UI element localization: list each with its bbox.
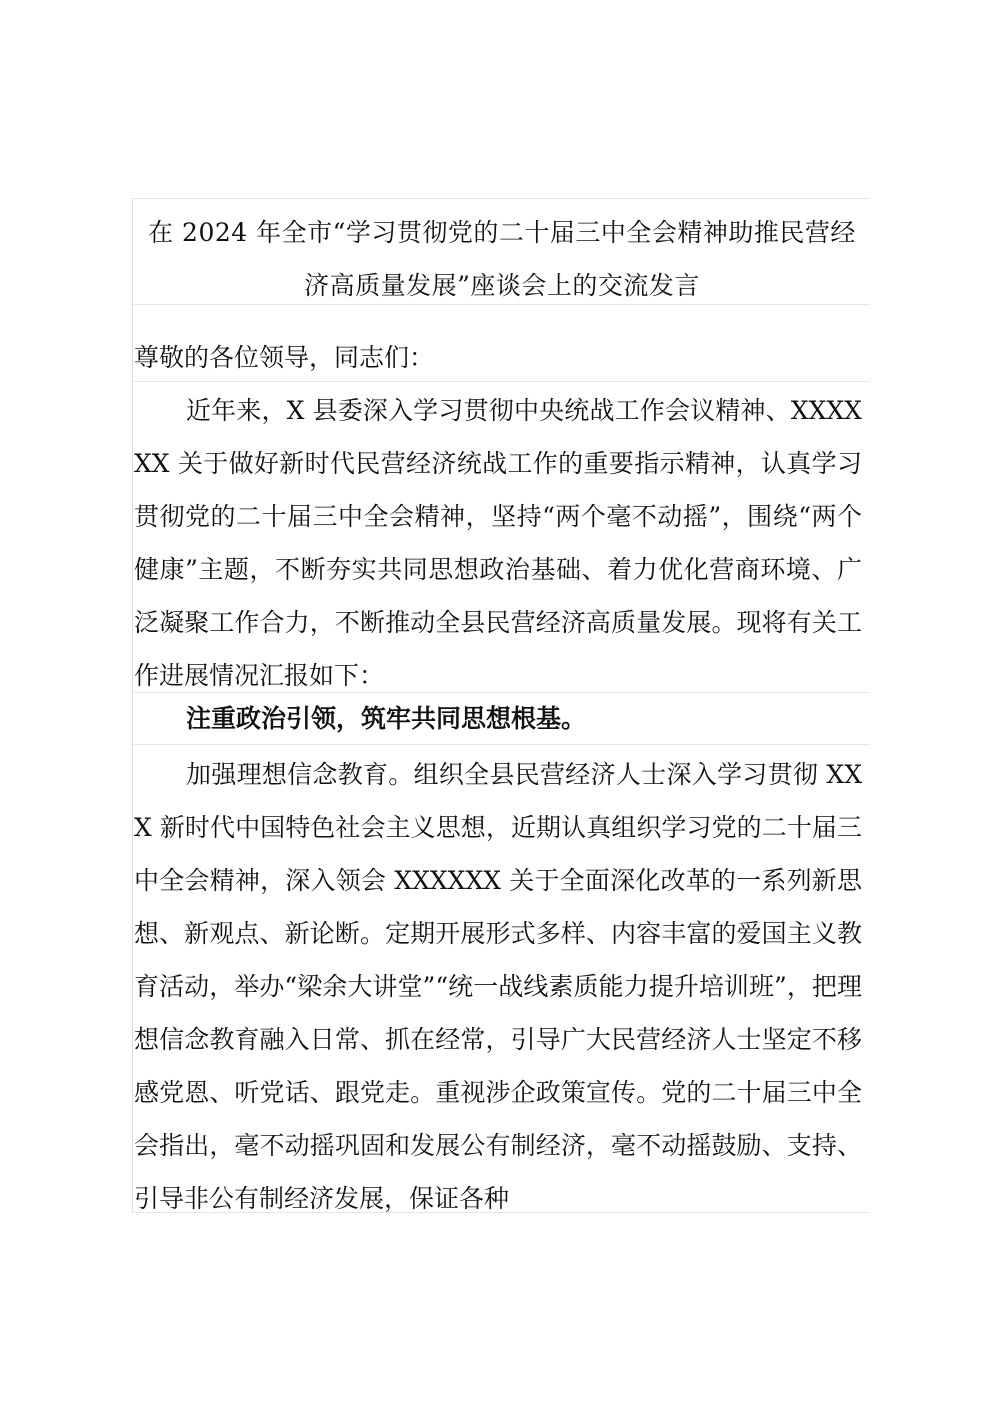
body-paragraph-education: 加强理想信念教育。组织全县民营经济人士深入学习贯彻 XXX 新时代中国特色社会主义思想，近期认真组织学习党的二十届三中全会精神，深入领会 XXXXXX 关于全面深化改革的一系列新思想、新观点、新论断。定期开展形式多样、内容丰富的爱国主义教育活动，举办“梁余大讲堂”“统一战线素质能力提升培训班”，把理想信念教育融入日常、抓在经常，引导广大民营经济人士坚定不移感党恩、听党话、跟党走。重视涉企政策宣传。党的二十届三中全会指出，毫不动摇巩固和发展公有制经济，毫不动摇鼓励、支持、引导非公有制经济发展，保证各种 xyxy=(134,760,862,1213)
body-paragraph-intro: 近年来，X 县委深入学习贯彻中央统战工作会议精神、XXXXXX 关于做好新时代民营经济统战工作的重要指示精神，认真学习贯彻党的二十届三中全会精神，坚持“两个毫不动摇”，围绕“两个健康”主题，不断夯实共同思想政治基础、着力优化营商环境、广泛凝聚工作合力，不断推动全县民营经济高质量发展。现将有关工作进展情况汇报如下： xyxy=(134,396,862,690)
salutation: 尊敬的各位领导，同志们： xyxy=(134,343,435,372)
title-line-1: 在 2024 年全市“学习贯彻党的二十届三中全会精神助推民营经 xyxy=(148,218,856,247)
title-line-2: 济高质量发展”座谈会上的交流发言 xyxy=(304,271,700,300)
divider xyxy=(132,744,870,745)
section-heading: 注重政治引领，筑牢共同思想根基。 xyxy=(186,704,587,733)
document-title xyxy=(138,206,866,312)
